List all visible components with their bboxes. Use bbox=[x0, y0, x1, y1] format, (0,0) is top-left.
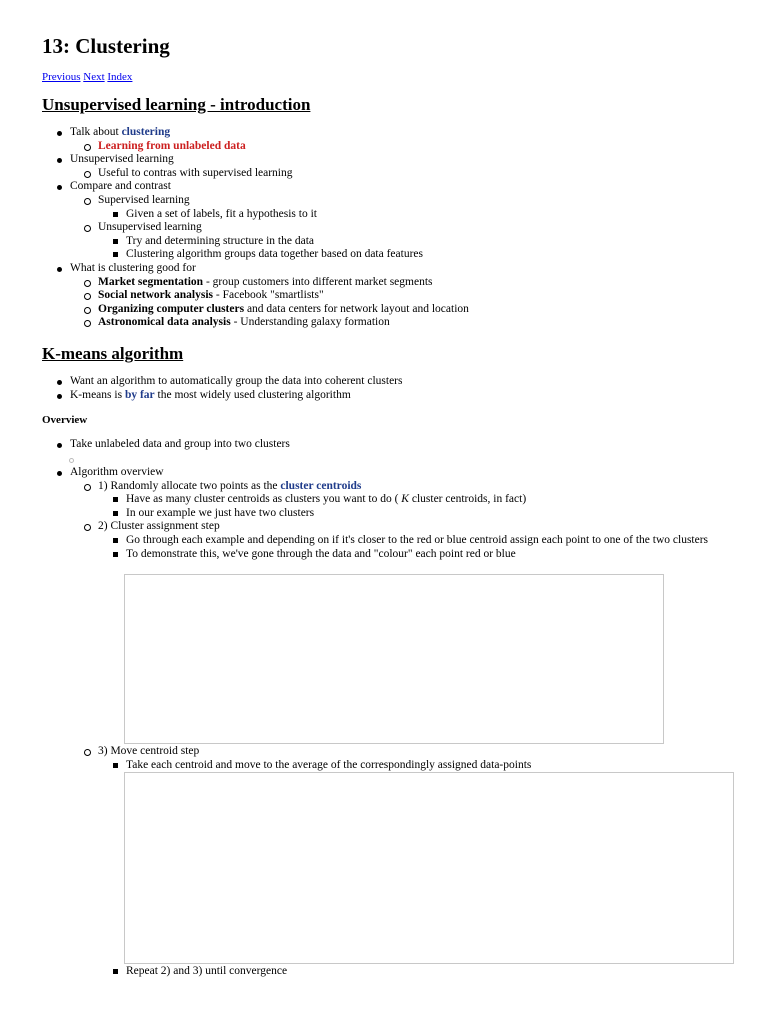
overview-heading: Overview bbox=[42, 414, 88, 426]
list-text: What is clustering good for bbox=[70, 261, 196, 274]
overview-list-1 bbox=[42, 438, 290, 452]
overview-list-2 bbox=[42, 466, 732, 561]
list-text: Have as many cluster centroids as clusters you want to do ( bbox=[126, 493, 402, 506]
nav-links bbox=[42, 71, 132, 85]
list-item bbox=[42, 262, 469, 276]
list-item bbox=[42, 375, 402, 389]
list-item bbox=[42, 759, 531, 773]
list-text: - Understanding galaxy formation bbox=[230, 316, 390, 329]
list-text: Useful to contras with supervised learning bbox=[98, 166, 293, 179]
list-text: and data centers for network layout and location bbox=[244, 302, 469, 315]
list-item bbox=[42, 248, 469, 262]
index-link[interactable]: Index bbox=[107, 71, 133, 83]
list-item bbox=[42, 965, 287, 979]
list-text: Compare and contrast bbox=[70, 180, 171, 193]
list-text: Algorithm overview bbox=[70, 466, 164, 478]
list-text: Try and determining structure in the data bbox=[126, 234, 315, 247]
list-item bbox=[42, 303, 469, 317]
list-item bbox=[42, 548, 732, 562]
list-item bbox=[42, 180, 469, 194]
list-item bbox=[42, 235, 469, 249]
list-item bbox=[42, 221, 469, 235]
next-link[interactable]: Next bbox=[83, 71, 105, 83]
section-heading-unsupervised: Unsupervised learning - introduction bbox=[42, 95, 311, 114]
list-text: cluster centroids, in fact) bbox=[408, 493, 527, 506]
list-text: Want an algorithm to automatically group the data into coherent clusters bbox=[70, 375, 403, 387]
list-text: Go through each example and depending on if it's closer to the red or blue centroid assign each point to one of the two clusters bbox=[126, 533, 709, 546]
list-item bbox=[42, 534, 732, 548]
unsupervised-list bbox=[42, 126, 469, 330]
list-item bbox=[42, 167, 469, 181]
list-text: Clustering algorithm groups data together based on data features bbox=[126, 248, 423, 261]
list-item bbox=[42, 745, 531, 759]
list-text: In our example we just have two clusters bbox=[126, 506, 315, 519]
list-text: Given a set of labels, fit a hypothesis to it bbox=[126, 207, 317, 220]
broken-image-icon bbox=[69, 458, 74, 463]
list-item bbox=[42, 276, 469, 290]
term-computer-clusters: Organizing computer clusters bbox=[98, 302, 245, 315]
list-text: K-means is bbox=[70, 388, 125, 401]
term-learning-unlabeled: Learning from unlabeled data bbox=[98, 139, 246, 152]
overview-list-4 bbox=[42, 965, 287, 979]
list-text: - group customers into different market segments bbox=[203, 275, 433, 288]
list-item bbox=[42, 126, 469, 140]
list-text: Unsupervised learning bbox=[70, 153, 174, 166]
list-text: Repeat 2) and 3) until convergence bbox=[126, 965, 288, 977]
list-item bbox=[42, 438, 290, 452]
list-text: the most widely used clustering algorithm bbox=[154, 388, 351, 401]
list-item bbox=[42, 194, 469, 208]
term-social-network: Social network analysis bbox=[98, 289, 214, 302]
section-heading-kmeans: K-means algorithm bbox=[42, 344, 184, 363]
list-item bbox=[42, 153, 469, 167]
term-by-far: by far bbox=[124, 388, 155, 401]
term-clustering: clustering bbox=[121, 126, 171, 138]
previous-link[interactable]: Previous bbox=[42, 71, 81, 83]
list-text: Take unlabeled data and group into two clusters bbox=[70, 438, 290, 450]
list-item bbox=[42, 289, 469, 303]
list-item bbox=[42, 507, 732, 521]
page-title: 13: Clustering bbox=[42, 34, 170, 58]
list-item bbox=[42, 493, 732, 507]
term-cluster-centroids: cluster centroids bbox=[280, 479, 362, 492]
term-market-segmentation: Market segmentation bbox=[98, 275, 204, 288]
list-item bbox=[42, 480, 732, 494]
cluster-assignment-image bbox=[124, 574, 664, 744]
term-astronomical: Astronomical data analysis bbox=[98, 316, 231, 329]
list-text: To demonstrate this, we've gone through the data and "colour" each point red or blue bbox=[126, 547, 516, 560]
overview-list-3 bbox=[42, 745, 531, 772]
list-text: 2) Cluster assignment step bbox=[98, 520, 220, 533]
list-item bbox=[42, 208, 469, 222]
kmeans-list bbox=[42, 375, 402, 402]
list-text: Supervised learning bbox=[98, 193, 190, 206]
term-k: K bbox=[401, 493, 409, 506]
list-text: - Facebook "smartlists" bbox=[213, 289, 324, 302]
list-item bbox=[42, 466, 732, 480]
list-item bbox=[42, 389, 402, 403]
list-item bbox=[42, 140, 469, 154]
list-text: Unsupervised learning bbox=[98, 221, 202, 234]
list-text: 3) Move centroid step bbox=[98, 745, 200, 757]
list-item bbox=[42, 316, 469, 330]
list-text: 1) Randomly allocate two points as the bbox=[98, 479, 281, 492]
list-text: Talk about bbox=[70, 126, 122, 138]
move-centroid-image bbox=[124, 772, 734, 964]
list-text: Take each centroid and move to the average of the correspondingly assigned data-points bbox=[126, 758, 532, 771]
list-item bbox=[42, 520, 732, 534]
